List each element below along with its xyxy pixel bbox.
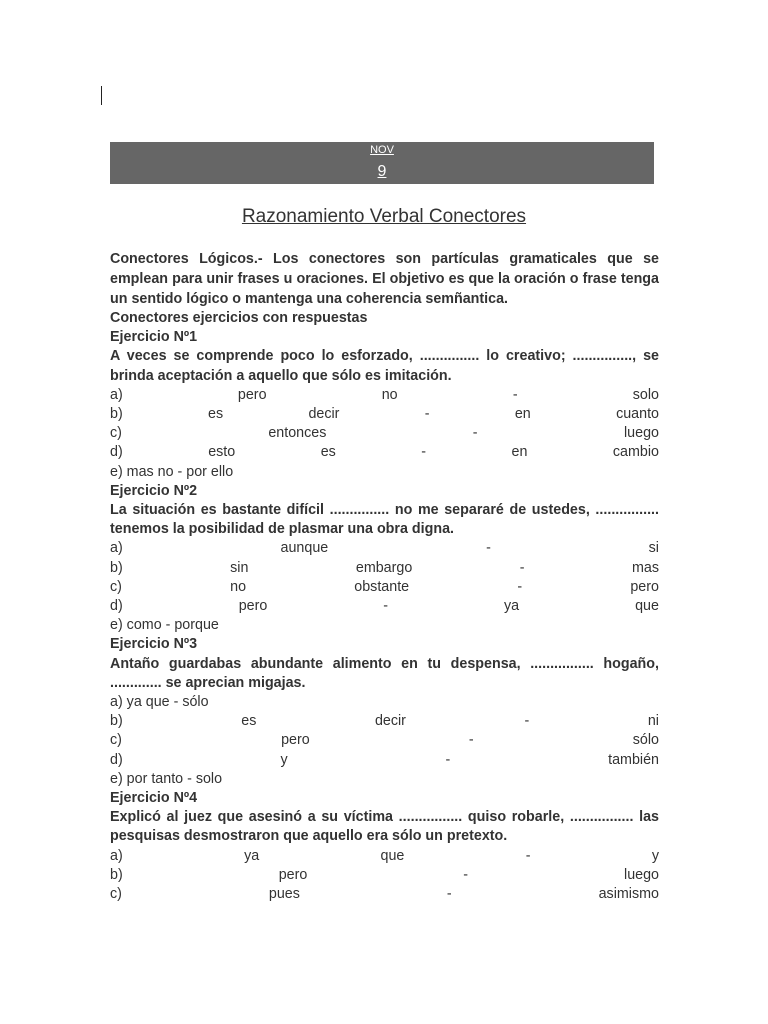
- option-word: a) ya que - sólo: [110, 694, 209, 711]
- option-word: entonces: [268, 425, 327, 442]
- text-cursor: [101, 86, 102, 105]
- intro-paragraph: Conectores Lógicos.- Los conectores son partículas gramaticales que se emplean para unir frases u oraciones. El objetivo es que la oración o frase tenga un sentido lógico o mantenga una coherencia semñantica.: [110, 251, 659, 307]
- option-word: solo: [632, 386, 659, 403]
- option-word: d): [110, 598, 123, 615]
- subtitle: Conectores ejercicios con respuestas: [110, 310, 368, 326]
- option-word: cuanto: [616, 406, 659, 423]
- option-word: sólo: [632, 732, 659, 749]
- option-word: ya: [244, 847, 260, 864]
- option-row: [110, 463, 659, 482]
- option-word: ya: [504, 598, 520, 615]
- option-word: -: [486, 540, 491, 557]
- exercise-title: Ejercicio Nº1: [110, 329, 198, 346]
- option-word: pero: [237, 386, 267, 403]
- exercise-title: Ejercicio Nº4: [110, 790, 198, 807]
- page-title[interactable]: Razonamiento Verbal Conectores: [241, 206, 527, 227]
- option-word: a): [110, 386, 123, 403]
- option-word: pero: [281, 732, 310, 749]
- option-word: -: [421, 444, 427, 461]
- option-word: c): [110, 732, 122, 749]
- option-word: esto: [208, 444, 236, 461]
- option-word: que: [380, 847, 405, 864]
- option-word: -: [472, 425, 478, 442]
- option-word: b): [110, 866, 123, 883]
- option-word: es: [208, 406, 224, 423]
- option-word: en: [514, 406, 531, 423]
- option-word: -: [525, 847, 531, 864]
- option-word: c): [110, 578, 122, 595]
- option-word: aunque: [280, 540, 329, 557]
- option-row: [110, 386, 659, 405]
- option-row: [110, 712, 659, 731]
- option-word: -: [512, 386, 518, 403]
- option-row: [110, 539, 659, 558]
- option-row: [110, 847, 659, 866]
- option-word: y: [651, 847, 659, 864]
- option-word: embargo: [355, 559, 413, 576]
- option-word: asimismo: [598, 886, 659, 903]
- option-word: es: [320, 444, 336, 461]
- option-word: y: [280, 751, 288, 768]
- exercise-question: Antaño guardabas abundante alimento en tu despensa, ................ hogaño, ............. se aprecian migajas.: [110, 655, 659, 691]
- date-month[interactable]: NOV: [370, 144, 394, 156]
- option-row: [110, 443, 659, 462]
- option-word: si: [648, 540, 659, 557]
- option-word: mas: [631, 559, 659, 576]
- option-word: luego: [624, 866, 659, 883]
- option-word: cambio: [612, 444, 659, 461]
- exercise-title: Ejercicio Nº3: [110, 636, 198, 653]
- option-row: [110, 866, 659, 885]
- option-word: d): [110, 444, 123, 461]
- option-word: -: [524, 713, 530, 730]
- option-word: c): [110, 425, 122, 442]
- option-word: ni: [647, 713, 659, 730]
- option-word: que: [635, 598, 659, 615]
- option-word: e) por tanto - solo: [110, 770, 223, 787]
- article-body: [110, 249, 659, 904]
- option-row: [110, 885, 659, 904]
- option-word: d): [110, 751, 123, 768]
- option-word: decir: [308, 406, 340, 423]
- option-word: luego: [623, 425, 659, 442]
- option-row: [110, 693, 659, 712]
- option-row: [110, 731, 659, 750]
- option-word: -: [463, 866, 469, 883]
- option-word: pero: [238, 598, 268, 615]
- option-word: -: [383, 598, 389, 615]
- option-word: pues: [268, 886, 300, 903]
- option-word: -: [445, 751, 451, 768]
- option-word: obstante: [354, 578, 410, 595]
- option-word: pero: [278, 866, 308, 883]
- option-word: b): [110, 406, 123, 423]
- option-row: [110, 424, 659, 443]
- exercise-question: La situación es bastante difícil ............... no me separaré de ustedes, ................ tenemos la posibilidad de plasmar una obra digna.: [110, 502, 659, 538]
- option-word: es: [241, 713, 257, 730]
- date-badge: [110, 142, 654, 184]
- option-row: [110, 597, 659, 616]
- exercise-question: A veces se comprende poco lo esforzado, ............... lo creativo; ..............., se brinda aceptación a aquello que sólo es imitación.: [110, 348, 659, 384]
- option-word: c): [110, 886, 122, 903]
- option-word: también: [608, 751, 659, 768]
- option-word: b): [110, 559, 123, 576]
- option-word: b): [110, 713, 123, 730]
- option-word: -: [517, 578, 523, 595]
- option-row: [110, 770, 659, 789]
- option-word: no: [381, 386, 398, 403]
- date-day[interactable]: 9: [377, 163, 387, 180]
- exercise-question: Explicó al juez que asesinó a su víctima ................ quiso robarle, ................ las pesquisas desmostraron que aquello era sólo un pretexto.: [110, 809, 659, 845]
- exercise-title: Ejercicio Nº2: [110, 482, 198, 499]
- option-word: en: [511, 444, 528, 461]
- option-word: e) como - porque: [110, 617, 219, 634]
- option-word: sin: [230, 559, 249, 576]
- option-word: -: [424, 406, 430, 423]
- option-word: e) mas no - por ello: [110, 463, 234, 480]
- option-word: a): [110, 847, 123, 864]
- option-word: -: [519, 559, 525, 576]
- option-word: -: [468, 732, 474, 749]
- option-row: [110, 616, 659, 635]
- option-word: pero: [630, 578, 659, 595]
- option-row: [110, 405, 659, 424]
- option-row: [110, 578, 659, 597]
- option-word: a): [110, 540, 123, 557]
- option-word: decir: [374, 713, 406, 730]
- option-row: [110, 559, 659, 578]
- exercise-list: [110, 328, 659, 904]
- option-row: [110, 751, 659, 770]
- option-word: -: [446, 886, 452, 903]
- option-word: no: [230, 578, 247, 595]
